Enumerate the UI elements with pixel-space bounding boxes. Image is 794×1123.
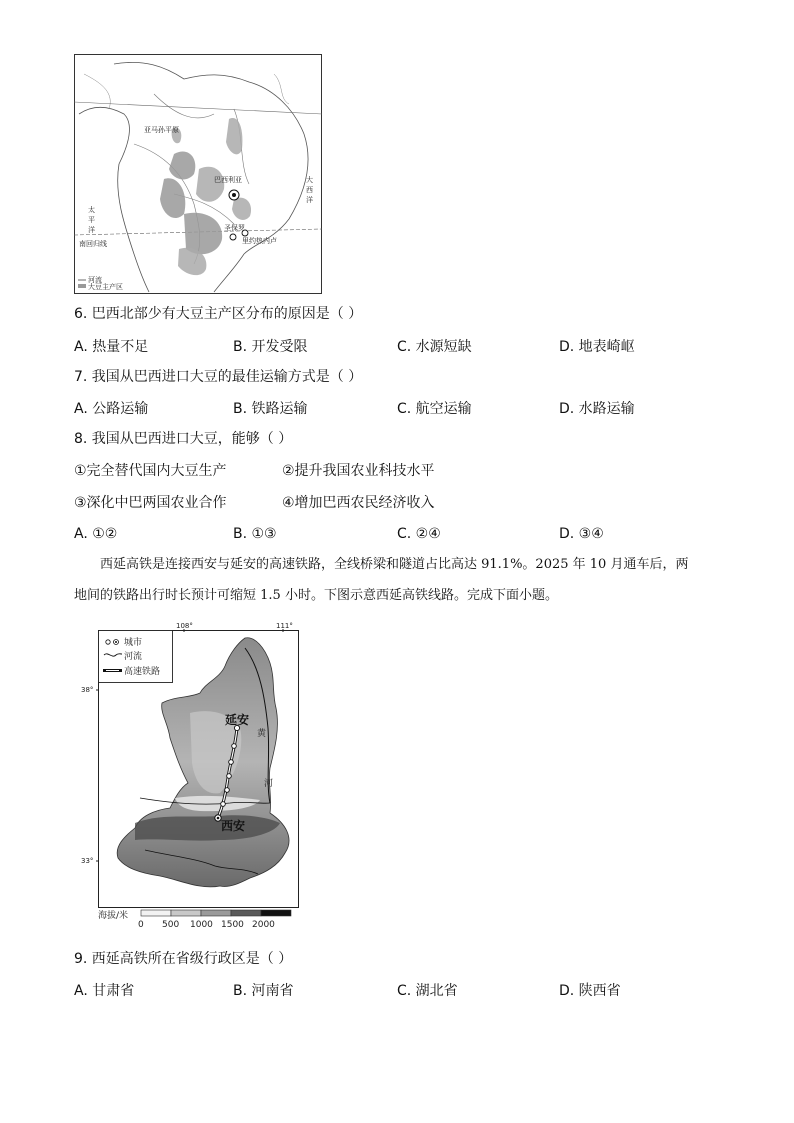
question-9-stem: 9. 西延高铁所在省级行政区是（ ） bbox=[74, 951, 293, 967]
legend-river-label: 河流 bbox=[88, 276, 102, 284]
label-amazon: 亚马孙平原 bbox=[144, 126, 179, 134]
station-marker bbox=[227, 774, 232, 779]
q9-option-b[interactable]: B. 河南省 bbox=[233, 983, 294, 999]
svg-text:大: 大 bbox=[306, 176, 313, 184]
q7-option-a[interactable]: A. 公路运输 bbox=[74, 401, 149, 417]
brazil-map-svg bbox=[74, 54, 322, 294]
q8-option-b[interactable]: B. ①③ bbox=[233, 526, 277, 542]
q8-option-c[interactable]: C. ②④ bbox=[397, 526, 441, 542]
legend-city-label: 城市 bbox=[124, 638, 143, 648]
sao-paulo-marker bbox=[230, 234, 236, 240]
question-8-stem: 8. 我国从巴西进口大豆，能够（ ） bbox=[74, 431, 293, 447]
elevation-scale bbox=[98, 909, 291, 930]
question-6-stem: 6. 巴西北部少有大豆主产区分布的原因是（ ） bbox=[74, 306, 363, 322]
q9-option-d[interactable]: D. 陕西省 bbox=[559, 983, 621, 999]
passage-line-2: 地间的铁路出行时长预计可缩短 1.5 小时。下图示意西延高铁线路。完成下面小题。 bbox=[74, 588, 558, 603]
elevation-title: 海拔/米 bbox=[98, 911, 129, 921]
label-atlantic bbox=[306, 175, 313, 204]
legend-rail-label: 高速铁路 bbox=[124, 667, 161, 677]
lat-33: 33° bbox=[81, 857, 94, 865]
q8-statement-2: ②提升我国农业科技水平 bbox=[282, 463, 435, 479]
q9-option-a[interactable]: A. 甘肃省 bbox=[74, 983, 135, 999]
q7-option-d[interactable]: D. 水路运输 bbox=[559, 401, 635, 417]
q8-statement-3: ③深化中巴两国农业合作 bbox=[74, 495, 227, 511]
svg-text:平: 平 bbox=[88, 216, 95, 224]
q8-option-d[interactable]: D. ③④ bbox=[559, 526, 604, 542]
station-marker bbox=[229, 760, 234, 765]
shaanxi-map-svg bbox=[80, 618, 310, 930]
passage-line-1: 西延高铁是连接西安与延安的高速铁路，全线桥梁和隧道占比高达 91.1%。2025 年 10 月通车后，两 bbox=[100, 557, 689, 572]
svg-text:太: 太 bbox=[88, 206, 95, 214]
lat-38: 38° bbox=[81, 686, 94, 694]
q8-statement-1: ①完全替代国内大豆生产 bbox=[74, 463, 227, 479]
svg-text:洋: 洋 bbox=[88, 226, 95, 234]
elev-tick-0: 0 bbox=[138, 920, 144, 930]
elev-tick-2000: 2000 bbox=[252, 920, 275, 930]
xiyan-rail-map bbox=[80, 618, 310, 930]
q8-option-a[interactable]: A. ①② bbox=[74, 526, 118, 542]
label-sao-paulo: 圣保罗 bbox=[224, 224, 245, 232]
station-marker bbox=[225, 788, 230, 793]
q6-option-b[interactable]: B. 开发受限 bbox=[233, 339, 308, 355]
q7-option-c[interactable]: C. 航空运输 bbox=[397, 401, 472, 417]
city-xian: 西安 bbox=[221, 819, 246, 833]
legend-river-label: 河流 bbox=[124, 652, 143, 662]
q7-option-b[interactable]: B. 铁路运输 bbox=[233, 401, 308, 417]
lon-111: 111° bbox=[276, 622, 293, 630]
q6-option-c[interactable]: C. 水源短缺 bbox=[397, 339, 472, 355]
svg-text:西: 西 bbox=[306, 186, 313, 194]
label-rio: 里约热内卢 bbox=[242, 237, 277, 245]
elev-tick-1500: 1500 bbox=[221, 920, 244, 930]
svg-text:洋: 洋 bbox=[306, 196, 313, 204]
elev-tick-1000: 1000 bbox=[190, 920, 213, 930]
label-tropic: 南回归线 bbox=[79, 240, 107, 248]
question-7-stem: 7. 我国从巴西进口大豆的最佳运输方式是（ ） bbox=[74, 369, 363, 385]
map2-legend bbox=[99, 631, 173, 683]
river-char-1: 黄 bbox=[257, 729, 267, 739]
q8-statement-4: ④增加巴西农民经济收入 bbox=[282, 495, 435, 511]
q6-option-a[interactable]: A. 热量不足 bbox=[74, 339, 149, 355]
q6-option-d[interactable]: D. 地表崎岖 bbox=[559, 339, 635, 355]
label-pacific bbox=[88, 205, 95, 234]
brazil-soy-map bbox=[74, 54, 322, 294]
elev-tick-500: 500 bbox=[162, 920, 180, 930]
q9-option-c[interactable]: C. 湖北省 bbox=[397, 983, 458, 999]
lon-108: 108° bbox=[176, 622, 193, 630]
station-marker bbox=[232, 744, 237, 749]
city-yanan: 延安 bbox=[225, 713, 250, 727]
station-marker bbox=[221, 802, 226, 807]
label-brasilia: 巴西利亚 bbox=[214, 176, 242, 184]
legend-soy-label: 大豆主产区 bbox=[88, 283, 123, 291]
river-char-2: 河 bbox=[264, 779, 274, 789]
